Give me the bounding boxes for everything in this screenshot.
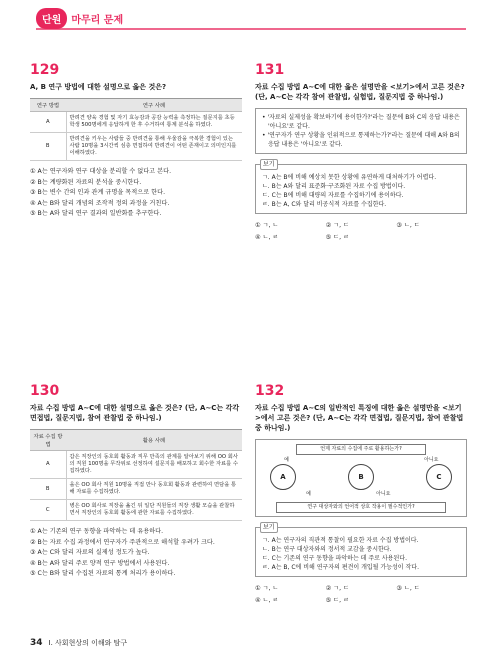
page-header [0, 0, 500, 44]
row-key: A [30, 451, 66, 479]
question-text: 자료 수집 방법 A~C에 대한 옳은 설명만을 <보기>에서 고른 것은? (단, A~C는 각각 참여 관찰법, 실험법, 질문지법 중 하나임.) [255, 83, 465, 101]
page-number: 34 [30, 638, 43, 648]
option-3[interactable]: ③ B는 변수 간의 인과 관계 규명을 목적으로 한다. [30, 189, 166, 196]
question-text: 자료 수집 방법 A~C에 대한 설명으로 옳은 것은? (단, A~C는 각각 면접법, 질문지법, 참여 관찰법 중 하나임.) [30, 404, 240, 422]
bogi-item: ㄴ. B는 연구 대상자와의 정서적 교감을 중시한다. [262, 546, 392, 553]
table-row [30, 112, 242, 133]
option-5[interactable]: ⑤ ㄷ, ㄹ [325, 597, 350, 604]
option-3[interactable]: ③ A는 C와 달리 자료의 실제성 정도가 높다. [30, 549, 150, 556]
header-title: 마무리 문제 [71, 15, 124, 26]
node-c: C [426, 464, 452, 490]
no-label: 아니요 [424, 457, 439, 463]
no-label: 아니요 [376, 491, 391, 497]
option-3[interactable]: ③ ㄴ, ㄷ [396, 222, 420, 229]
node-a: A [270, 464, 296, 490]
table-row [30, 451, 242, 479]
node-b: B [348, 464, 374, 490]
option-1[interactable]: ① A는 연구자와 연구 대상을 분리할 수 없다고 본다. [30, 168, 172, 175]
bogi-box [255, 524, 467, 577]
table-row [30, 133, 242, 161]
bogi-item: ㄴ. B는 A와 달리 표준화·구조화된 자료 수집 방법이다. [262, 183, 406, 190]
question-number: 132 [255, 383, 285, 399]
question-132 [255, 383, 467, 604]
bogi-item: ㄹ. A는 B, C에 비해 연구자의 편견이 개입될 가능성이 작다. [262, 564, 420, 571]
question-number: 129 [30, 62, 60, 78]
row-key: B [30, 133, 66, 161]
answer-options [30, 167, 242, 220]
condition-item: • '자료의 실제성을 확보하기에 용이한가?'라는 질문에 B와 C의 응답 내용은 '아니요'로 같다. [262, 114, 460, 130]
table-header: 연구 방법 [30, 99, 66, 112]
table-header: 연구 사례 [66, 99, 242, 112]
row-text: 병은 OO 회사로 직장을 옮긴 뒤 일단 직원들의 직장 생활 모습을 관찰하면서 직장인의 동호회 활동에 관한 자료를 수집하였다. [66, 500, 242, 521]
bogi-item: ㄹ. B는 A, C와 달리 비공식적 자료를 수집한다. [262, 201, 387, 208]
case-table [30, 429, 242, 521]
question-number: 130 [30, 383, 60, 399]
row-text: 반려견을 키우는 사람들 중 반려견을 통해 우울감을 극복한 경험이 있는 사람 10명을 3시간씩 심층 면접하여 반려견이 어떤 존재이고 의미인지를 이해하였다. [66, 133, 242, 161]
question-text: A, B 연구 방법에 대한 설명으로 옳은 것은? [30, 83, 167, 91]
diagram-question-bottom: 연구 대상자와의 언어적 상호 작용이 필수적인가? [276, 502, 446, 513]
answer-options [255, 220, 467, 241]
option-4[interactable]: ④ A는 B와 달리 개념의 조작적 정의 과정을 거친다. [30, 199, 170, 207]
option-5[interactable]: ⑤ C는 B와 달리 수집된 자료의 통계 처리가 용이하다. [30, 570, 176, 577]
option-4[interactable]: ④ ㄴ, ㄹ [255, 597, 279, 604]
bogi-box [255, 161, 467, 214]
answer-options [255, 583, 467, 604]
option-2[interactable]: ② B는 자료 수집 과정에서 연구자가 주관적으로 해석할 우려가 크다. [30, 538, 215, 546]
question-text: 자료 수집 방법 A~C의 일반적인 특징에 대한 옳은 설명만을 <보기>에서 고른 것은? (단, A~C는 각각 면접법, 질문지법, 참여 관찰법 중 하나임.) [255, 404, 464, 432]
bogi-item: ㄱ. A는 B에 비해 예상치 못한 상황에 유연하게 대처하기가 어렵다. [262, 174, 437, 181]
bogi-label: 보기 [260, 522, 278, 533]
table-header: 자료 수집 방법 [30, 430, 66, 451]
row-key: B [30, 479, 66, 500]
table-row [30, 479, 242, 500]
option-5[interactable]: ⑤ ㄷ, ㄹ [325, 234, 350, 241]
case-table [30, 98, 242, 161]
answer-options [30, 527, 242, 580]
option-2[interactable]: ② ㄱ, ㄷ [325, 585, 350, 592]
bogi-label: 보기 [260, 159, 278, 170]
question-129 [30, 62, 242, 220]
option-5[interactable]: ⑤ B는 A와 달리 연구 결과의 일반화를 추구한다. [30, 210, 162, 217]
yes-label: 예 [284, 457, 289, 463]
condition-box [255, 108, 467, 154]
option-3[interactable]: ③ ㄴ, ㄷ [396, 585, 420, 592]
table-header: 활용 사례 [66, 430, 242, 451]
question-130 [30, 383, 242, 580]
question-131 [255, 62, 467, 241]
header-divider [36, 28, 466, 30]
row-text: 반려견 양육 경험 및 자기 효능감과 공감 능력을 측정하는 질문지를 초등학생 500명에게 응답하게 한 후 수거하여 통계 분석을 하였다. [66, 112, 242, 133]
badge-pill: 단원 [36, 8, 67, 29]
bogi-item: ㄷ. C는 B에 비해 대량의 자료를 수집하기에 용이하다. [262, 192, 404, 199]
section-title: Ⅰ. 사회현상의 이해와 탐구 [48, 639, 128, 647]
option-4[interactable]: ④ ㄴ, ㄹ [255, 234, 279, 241]
question-number: 131 [255, 62, 285, 78]
page-footer [30, 638, 127, 648]
option-2[interactable]: ② ㄱ, ㄷ [325, 222, 350, 229]
yes-label: 예 [306, 491, 311, 497]
option-4[interactable]: ④ B는 A와 달리 주로 양적 연구 방법에서 사용된다. [30, 559, 170, 567]
bogi-item: ㄱ. A는 연구자의 직관적 통찰이 필요한 자료 수집 방법이다. [262, 537, 419, 544]
option-1[interactable]: ① A는 기존의 연구 동향을 파악하는 데 유용하다. [30, 528, 164, 535]
flow-diagram [255, 439, 467, 517]
option-1[interactable]: ① ㄱ, ㄴ [255, 222, 279, 229]
option-1[interactable]: ① ㄱ, ㄴ [255, 585, 279, 592]
unit-badge [36, 8, 123, 29]
row-key: A [30, 112, 66, 133]
diagram-question-top: 언제 자료의 수집에 주로 활용하는가? [296, 444, 426, 455]
condition-item: • '연구자가 연구 상황을 인위적으로 통제하는가?'라는 질문에 대해 A와 B의 응답 내용은 '아니요'로 같다. [262, 132, 460, 148]
row-text: 을은 OO 회사 직원 10명을 직접 만나 동호회 활동과 관련하여 면담을 통해 자료를 수집하였다. [66, 479, 242, 500]
row-text: 갑은 직장인의 동호회 활동과 직무 만족의 관계를 알아보기 위해 OO 회사의 직원 100명을 무작위로 선정하여 설문지를 배포하고 회수한 자료를 수집하였다. [66, 451, 242, 479]
table-row [30, 500, 242, 521]
bogi-item: ㄷ. C는 기존의 연구 동향을 파악하는 데 주로 사용된다. [262, 555, 407, 562]
option-2[interactable]: ② B는 계량화된 자료의 분석을 중시한다. [30, 178, 142, 186]
row-key: C [30, 500, 66, 521]
